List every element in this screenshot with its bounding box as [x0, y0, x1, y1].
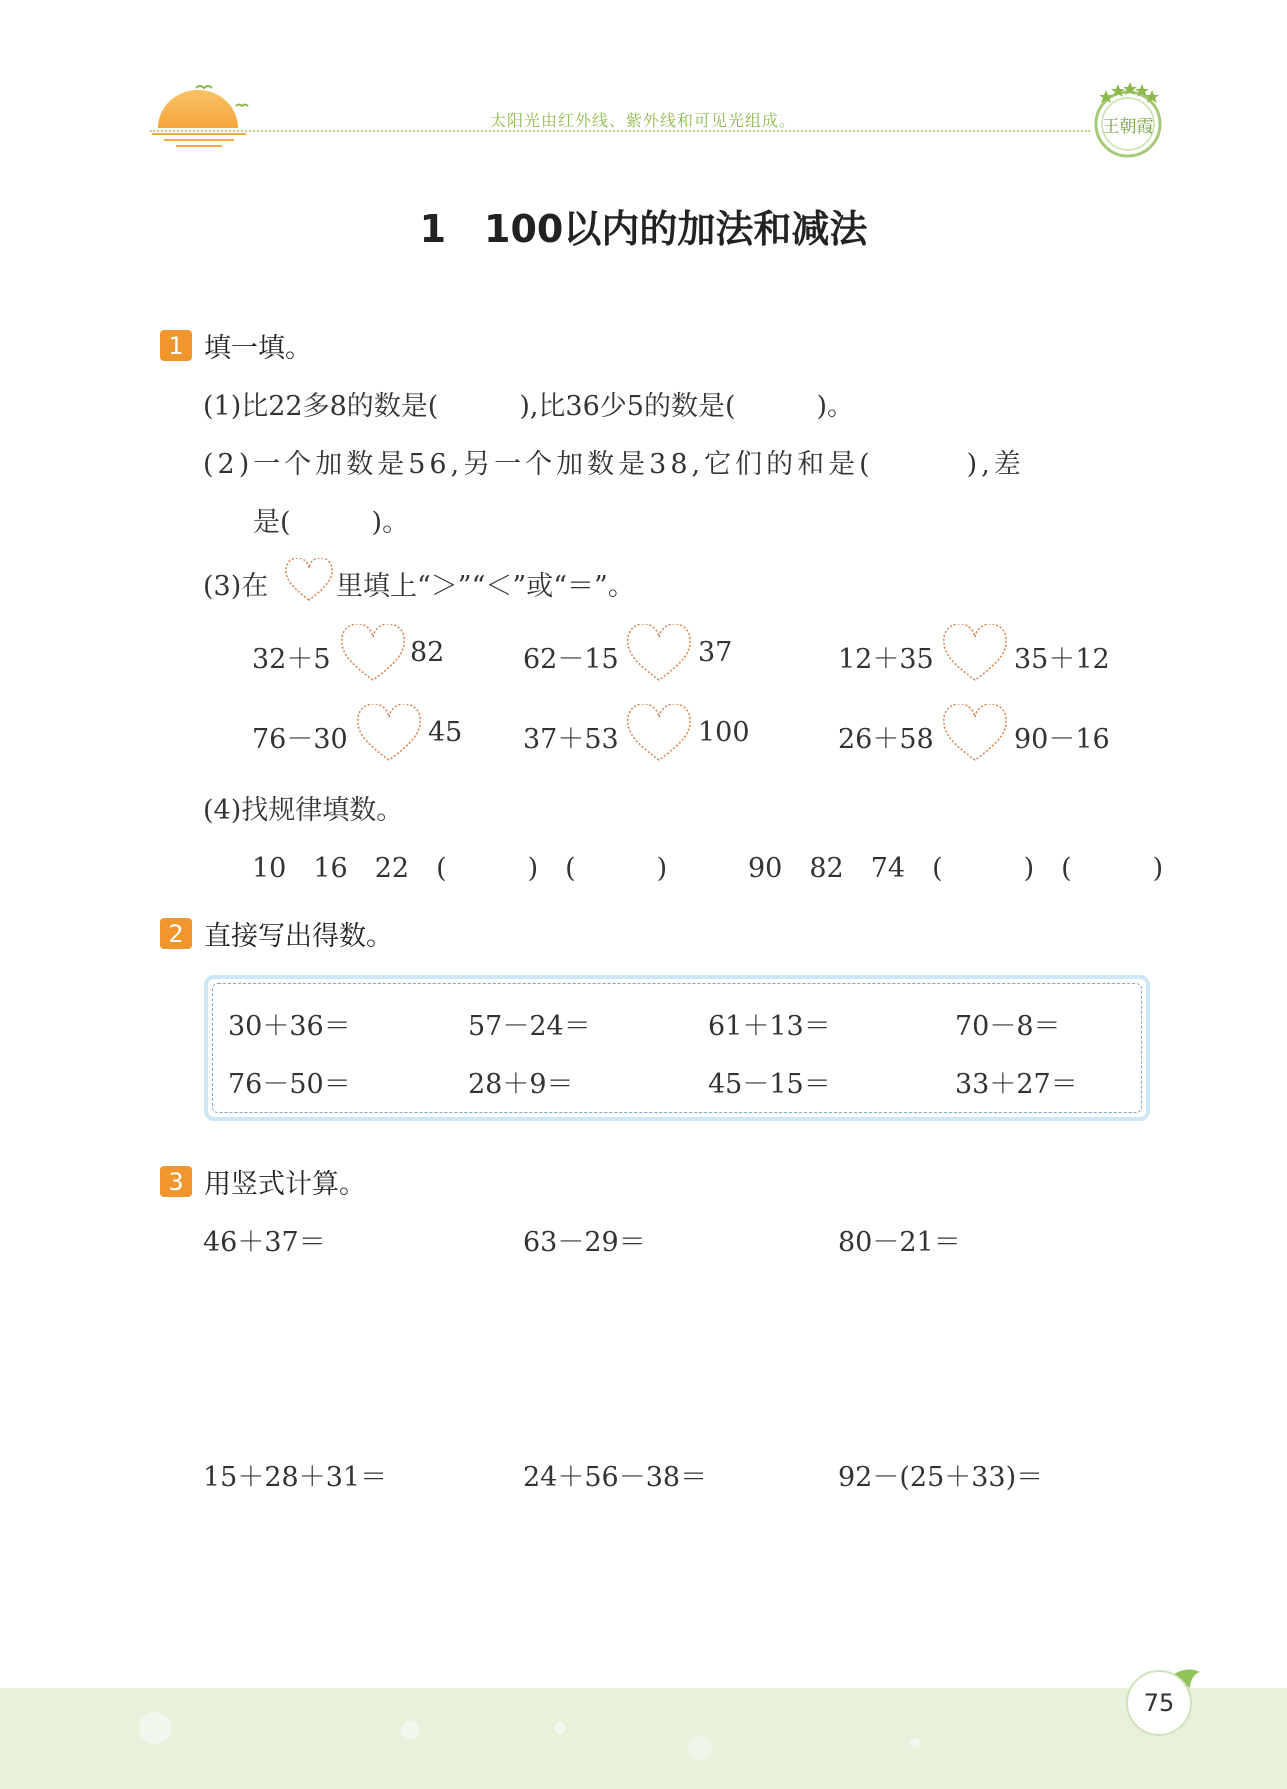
section-3-title: 用竖式计算。: [204, 1169, 366, 1200]
compare-2-heart[interactable]: [626, 624, 692, 684]
section-1-heading: [160, 326, 312, 365]
section-3-badge: 3: [160, 1166, 192, 1197]
compare-4-left: 76－30: [252, 724, 348, 755]
vertical-calc-1: 46＋37＝: [203, 1227, 326, 1258]
oral-calc-1: 30＋36＝: [228, 1011, 351, 1042]
compare-2-right: 37: [698, 637, 733, 668]
header-text: 太阳光由红外线、紫外线和可见光组成。: [490, 111, 797, 130]
oral-calc-3: 61＋13＝: [708, 1011, 831, 1042]
vertical-calc-3: 80－21＝: [838, 1227, 961, 1258]
oral-calc-8: 33＋27＝: [955, 1069, 1078, 1100]
vertical-calc-5: 24＋56－38＝: [523, 1462, 708, 1493]
question-1-1: (1)比22多8的数是( ),比36少5的数是( )。: [203, 391, 855, 422]
compare-3-left: 12＋35: [838, 644, 934, 675]
compare-5-heart[interactable]: [626, 704, 692, 764]
sequence-2: 90 82 74 ( ) ( ): [748, 853, 1164, 884]
question-1-2-line-2: 是( )。: [253, 507, 410, 538]
section-1-title: 填一填。: [204, 333, 312, 364]
question-1-3-prefix: (3)在: [203, 571, 269, 602]
footer-bubbles-icon: [0, 1688, 1287, 1789]
compare-6-heart[interactable]: [942, 704, 1008, 764]
question-1-2-line-1: (2)一个加数是56,另一个加数是38,它们的和是( ),差: [203, 449, 1025, 480]
oral-calc-6: 28＋9＝: [468, 1069, 574, 1100]
compare-5-right: 100: [698, 717, 750, 748]
question-1-4: (4)找规律填数。: [203, 795, 404, 826]
sun-icon: [150, 78, 260, 152]
vertical-calc-2: 63－29＝: [523, 1227, 646, 1258]
compare-1-right: 82: [410, 637, 445, 668]
compare-5-left: 37＋53: [523, 724, 619, 755]
compare-3-right: 35＋12: [1014, 644, 1110, 675]
page-number: 75: [1126, 1670, 1192, 1736]
section-3-heading: [160, 1162, 366, 1201]
vertical-calc-4: 15＋28＋31＝: [203, 1462, 388, 1493]
compare-6-left: 26＋58: [838, 724, 934, 755]
page-title: 1 100以内的加法和减法: [419, 207, 868, 251]
oral-calc-5: 76－50＝: [228, 1069, 351, 1100]
vertical-calc-6: 92－(25＋33)＝: [838, 1462, 1044, 1493]
logo-text: 王朝霞: [1102, 117, 1154, 137]
compare-2-left: 62－15: [523, 644, 619, 675]
section-2-heading: [160, 914, 393, 953]
compare-1-left: 32＋5: [252, 644, 331, 675]
compare-4-right: 45: [428, 717, 463, 748]
compare-3-heart[interactable]: [942, 624, 1008, 684]
oral-calc-7: 45－15＝: [708, 1069, 831, 1100]
oral-calc-2: 57－24＝: [468, 1011, 591, 1042]
section-1-badge: 1: [160, 330, 192, 361]
question-1-3-suffix: 里填上“＞”“＜”或“＝”。: [336, 571, 635, 602]
logo-badge-icon: [1086, 76, 1170, 166]
oral-calc-4: 70－8＝: [955, 1011, 1061, 1042]
compare-6-right: 90－16: [1014, 724, 1110, 755]
section-2-title: 直接写出得数。: [204, 921, 393, 952]
section-2-badge: 2: [160, 918, 192, 949]
compare-1-heart[interactable]: [340, 624, 406, 684]
compare-4-heart[interactable]: [356, 704, 422, 764]
heart-icon: [284, 558, 334, 604]
sequence-1: 10 16 22 ( ) ( ): [252, 853, 668, 884]
